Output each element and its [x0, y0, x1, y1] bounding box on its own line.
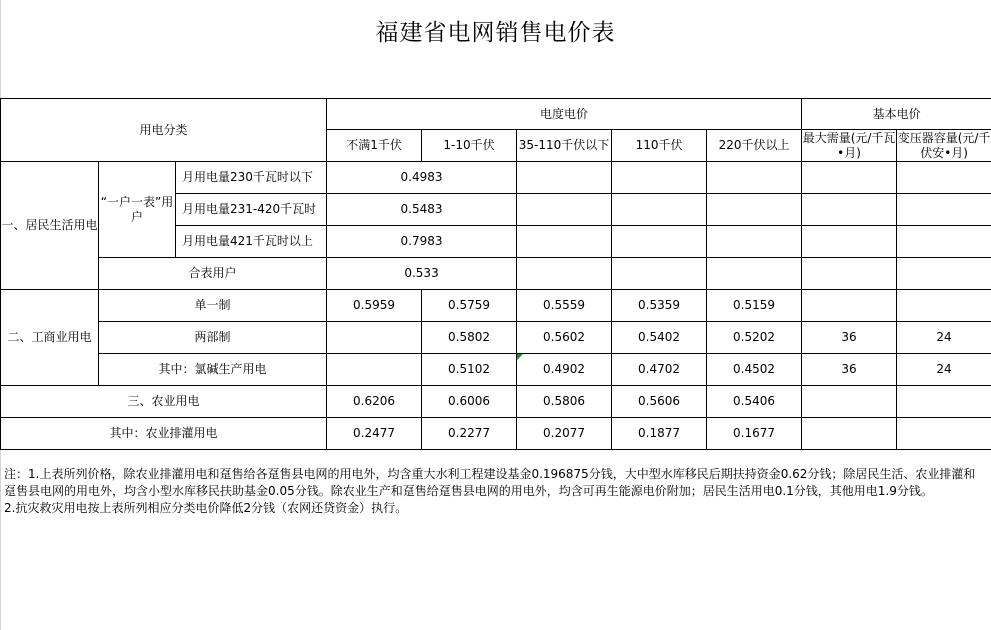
price-cell — [327, 322, 422, 354]
capacity-cell: 24 — [897, 354, 991, 386]
demand-cell: 36 — [802, 354, 897, 386]
price-cell — [517, 354, 612, 386]
header-category: 用电分类 — [1, 99, 327, 162]
price-cell: 0.5602 — [517, 322, 612, 354]
tier-label: 月用电量231-420千瓦时 — [176, 194, 327, 226]
page-title: 福建省电网销售电价表 — [375, 20, 616, 46]
header-capacity: 变压器容量(元/千伏安•月) — [897, 130, 991, 160]
row-label: 两部制 — [99, 322, 327, 354]
price-value: 0.4902 — [543, 362, 586, 376]
table-row — [1, 386, 991, 418]
tier-price: 0.5483 — [327, 194, 517, 226]
residential-label: 一、居民生活用电 — [1, 162, 99, 290]
price-cell: 0.5406 — [707, 386, 802, 418]
combined-label: 合表用户 — [99, 258, 327, 290]
combined-price: 0.533 — [327, 258, 517, 290]
demand-cell: 36 — [802, 322, 897, 354]
table-row — [1, 322, 991, 354]
price-cell: 0.1877 — [612, 418, 707, 450]
agriculture-label: 三、农业用电 — [1, 386, 327, 418]
price-cell: 0.5806 — [517, 386, 612, 418]
price-cell: 0.2277 — [422, 418, 517, 450]
residential-sublabel: “一户一表”用户 — [99, 162, 176, 258]
commercial-label: 二、工商业用电 — [1, 290, 99, 386]
header-voltage: 110千伏 — [612, 130, 707, 162]
price-cell: 0.5802 — [422, 322, 517, 354]
tier-label: 月用电量421千瓦时以上 — [176, 226, 327, 258]
comment-marker-icon — [517, 354, 523, 360]
demand-cell — [802, 290, 897, 322]
header-energy-price: 电度电价 — [327, 99, 802, 130]
header-voltage: 35-110千伏以下 — [517, 130, 612, 162]
row-label: 单一制 — [99, 290, 327, 322]
price-cell: 0.5559 — [517, 290, 612, 322]
price-cell: 0.2477 — [327, 418, 422, 450]
capacity-cell: 24 — [897, 322, 991, 354]
price-cell: 0.5959 — [327, 290, 422, 322]
header-demand: 最大需量(元/千瓦•月) — [802, 130, 896, 160]
tier-price: 0.4983 — [327, 162, 517, 194]
price-cell: 0.5202 — [707, 322, 802, 354]
header-voltage: 1-10千伏 — [422, 130, 517, 162]
price-cell: 0.5402 — [612, 322, 707, 354]
tier-price: 0.7983 — [327, 226, 517, 258]
tariff-table — [0, 98, 991, 450]
price-cell: 0.5359 — [612, 290, 707, 322]
table-row — [1, 162, 991, 194]
price-cell: 0.2077 — [517, 418, 612, 450]
price-cell: 0.4502 — [707, 354, 802, 386]
price-cell — [327, 354, 422, 386]
price-cell: 0.4702 — [612, 354, 707, 386]
note-1: 注：1.上表所列价格，除农业排灌用电和趸售给各趸售县电网的用电外，均含重大水利工程建设基金0.196875分钱，大中型水库移民后期扶持资金0.62分钱；除居民生活、农业排灌和趸售县电网的用电外，均含小型水库移民扶助基金0.05分钱。除农业生产和趸售给趸售县电网的用电外，均含可再生能源电价附加；居民生活用电0.1分钱，其他用电1.9分钱。 — [4, 467, 976, 498]
irrigation-label: 其中：农业排灌用电 — [1, 418, 327, 450]
row-label: 其中：氯碱生产用电 — [99, 354, 327, 386]
price-cell: 0.6006 — [422, 386, 517, 418]
notes — [4, 466, 987, 517]
header-basic-price: 基本电价 — [802, 99, 991, 130]
table-row — [1, 290, 991, 322]
tier-label: 月用电量230千瓦时以下 — [176, 162, 327, 194]
price-cell: 0.6206 — [327, 386, 422, 418]
table-row — [1, 354, 991, 386]
note-2: 2.抗灾救灾用电按上表所列相应分类电价降低2分钱（农网还贷资金）执行。 — [4, 501, 408, 515]
price-cell: 0.5102 — [422, 354, 517, 386]
price-cell: 0.1677 — [707, 418, 802, 450]
header-voltage: 不满1千伏 — [327, 130, 422, 162]
price-cell: 0.5759 — [422, 290, 517, 322]
table-row — [1, 418, 991, 450]
header-row-1 — [1, 99, 991, 130]
price-cell: 0.5606 — [612, 386, 707, 418]
header-voltage: 220千伏以上 — [707, 130, 802, 162]
price-cell: 0.5159 — [707, 290, 802, 322]
capacity-cell — [897, 290, 991, 322]
table-row — [1, 258, 991, 290]
